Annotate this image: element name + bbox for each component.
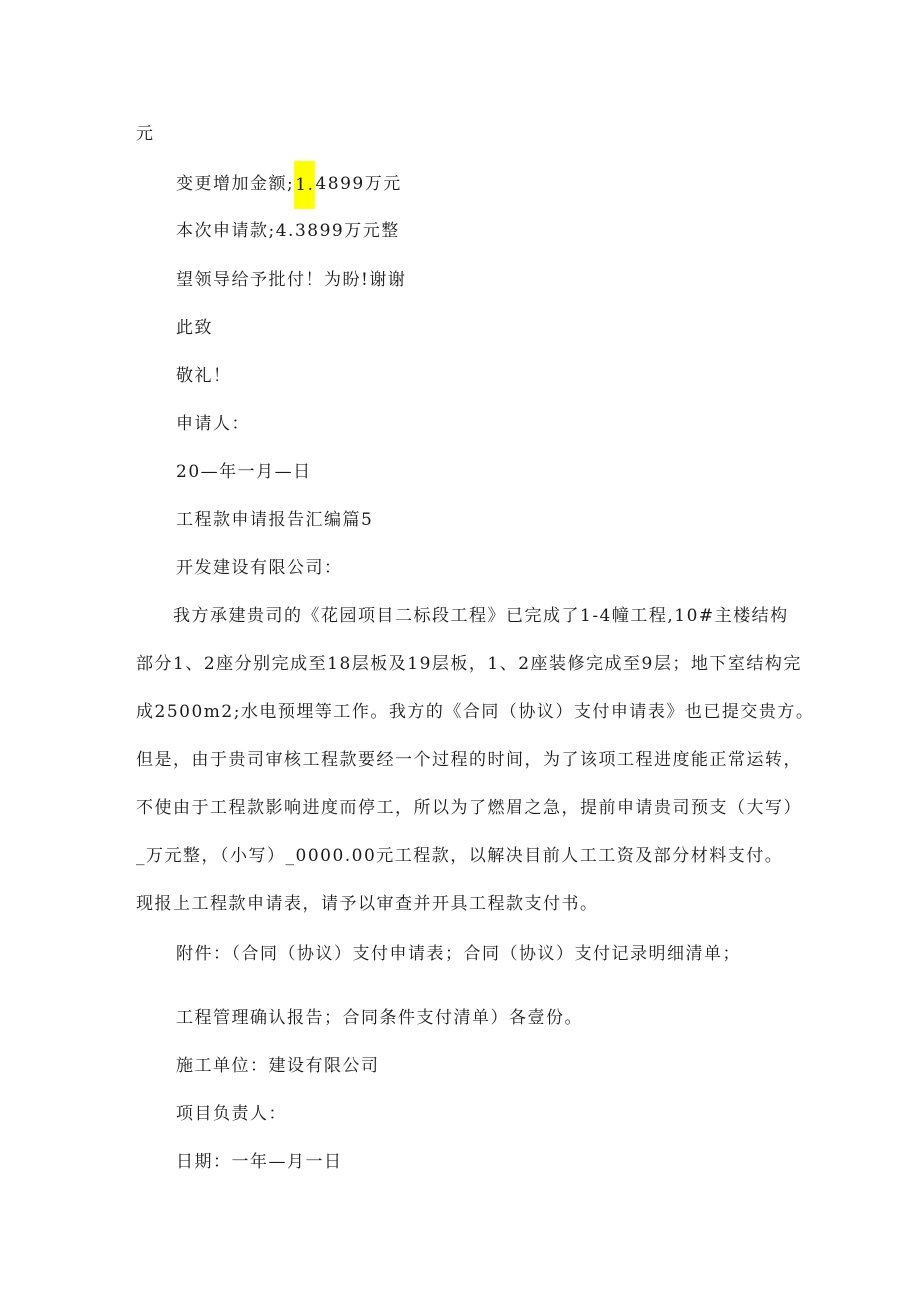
cizhi-line: 此致 <box>176 318 213 338</box>
section-title: 工程款申请报告汇编篇5 <box>176 510 374 530</box>
request-line: 望领导给予批付！为盼!谢谢 <box>176 270 407 290</box>
apply-amount-line: 本次申请款;4.3899万元整 <box>176 221 400 241</box>
addressee-line: 开发建设有限公司： <box>176 558 343 578</box>
attachments-line-1: 附件：（合同（协议）支付申请表；合同（协议）支付记录明细清单； <box>176 944 741 964</box>
project-manager-line: 项目负责人： <box>176 1104 287 1124</box>
body-paragraph <box>136 604 815 940</box>
date-line-1: 20—年一月—日 <box>176 462 312 482</box>
attachments-line-2: 工程管理确认报告；合同条件支付清单）各壹份。 <box>176 1008 583 1028</box>
body-line: 但是，由于贵司审核工程款要经一个过程的时间，为了该项工程进度能正常运转， <box>136 750 802 770</box>
date-line-2: 日期：一年—月一日 <box>176 1152 343 1172</box>
body-line: 成2500m2;水电预埋等工作。我方的《合同（协议）支付申请表》也已提交贵方。 <box>136 702 815 722</box>
body-line: 部分1、2座分别完成至18层板及19层板，1、2座装修完成至9层；地下室结构完 <box>136 654 802 674</box>
highlighted-amount: 1. <box>294 161 315 209</box>
applicant-line: 申请人： <box>176 414 250 434</box>
change-amount-label: 变更增加金额; <box>176 174 295 194</box>
body-line: _万元整，（小写）_0000.00元工程款，以解决目前人工工资及部分材料支付。 <box>136 846 784 866</box>
body-line: 不使由于工程款影响进度而停工，所以为了燃眉之急，提前申请贵司预支（大写） <box>136 798 802 818</box>
jingli-line: 敬礼！ <box>176 366 232 386</box>
change-amount-rest: 4899万元 <box>315 174 402 194</box>
body-line: 我方承建贵司的《花园项目二标段工程》已完成了1-4幢工程,10#主楼结构 <box>136 606 789 626</box>
line-yuan: 元 <box>136 124 155 144</box>
contractor-line: 施工单位：建设有限公司 <box>176 1056 380 1076</box>
body-line: 现报上工程款申请表，请予以审查并开具工程款支付书。 <box>136 894 599 914</box>
change-amount-line <box>176 172 402 197</box>
